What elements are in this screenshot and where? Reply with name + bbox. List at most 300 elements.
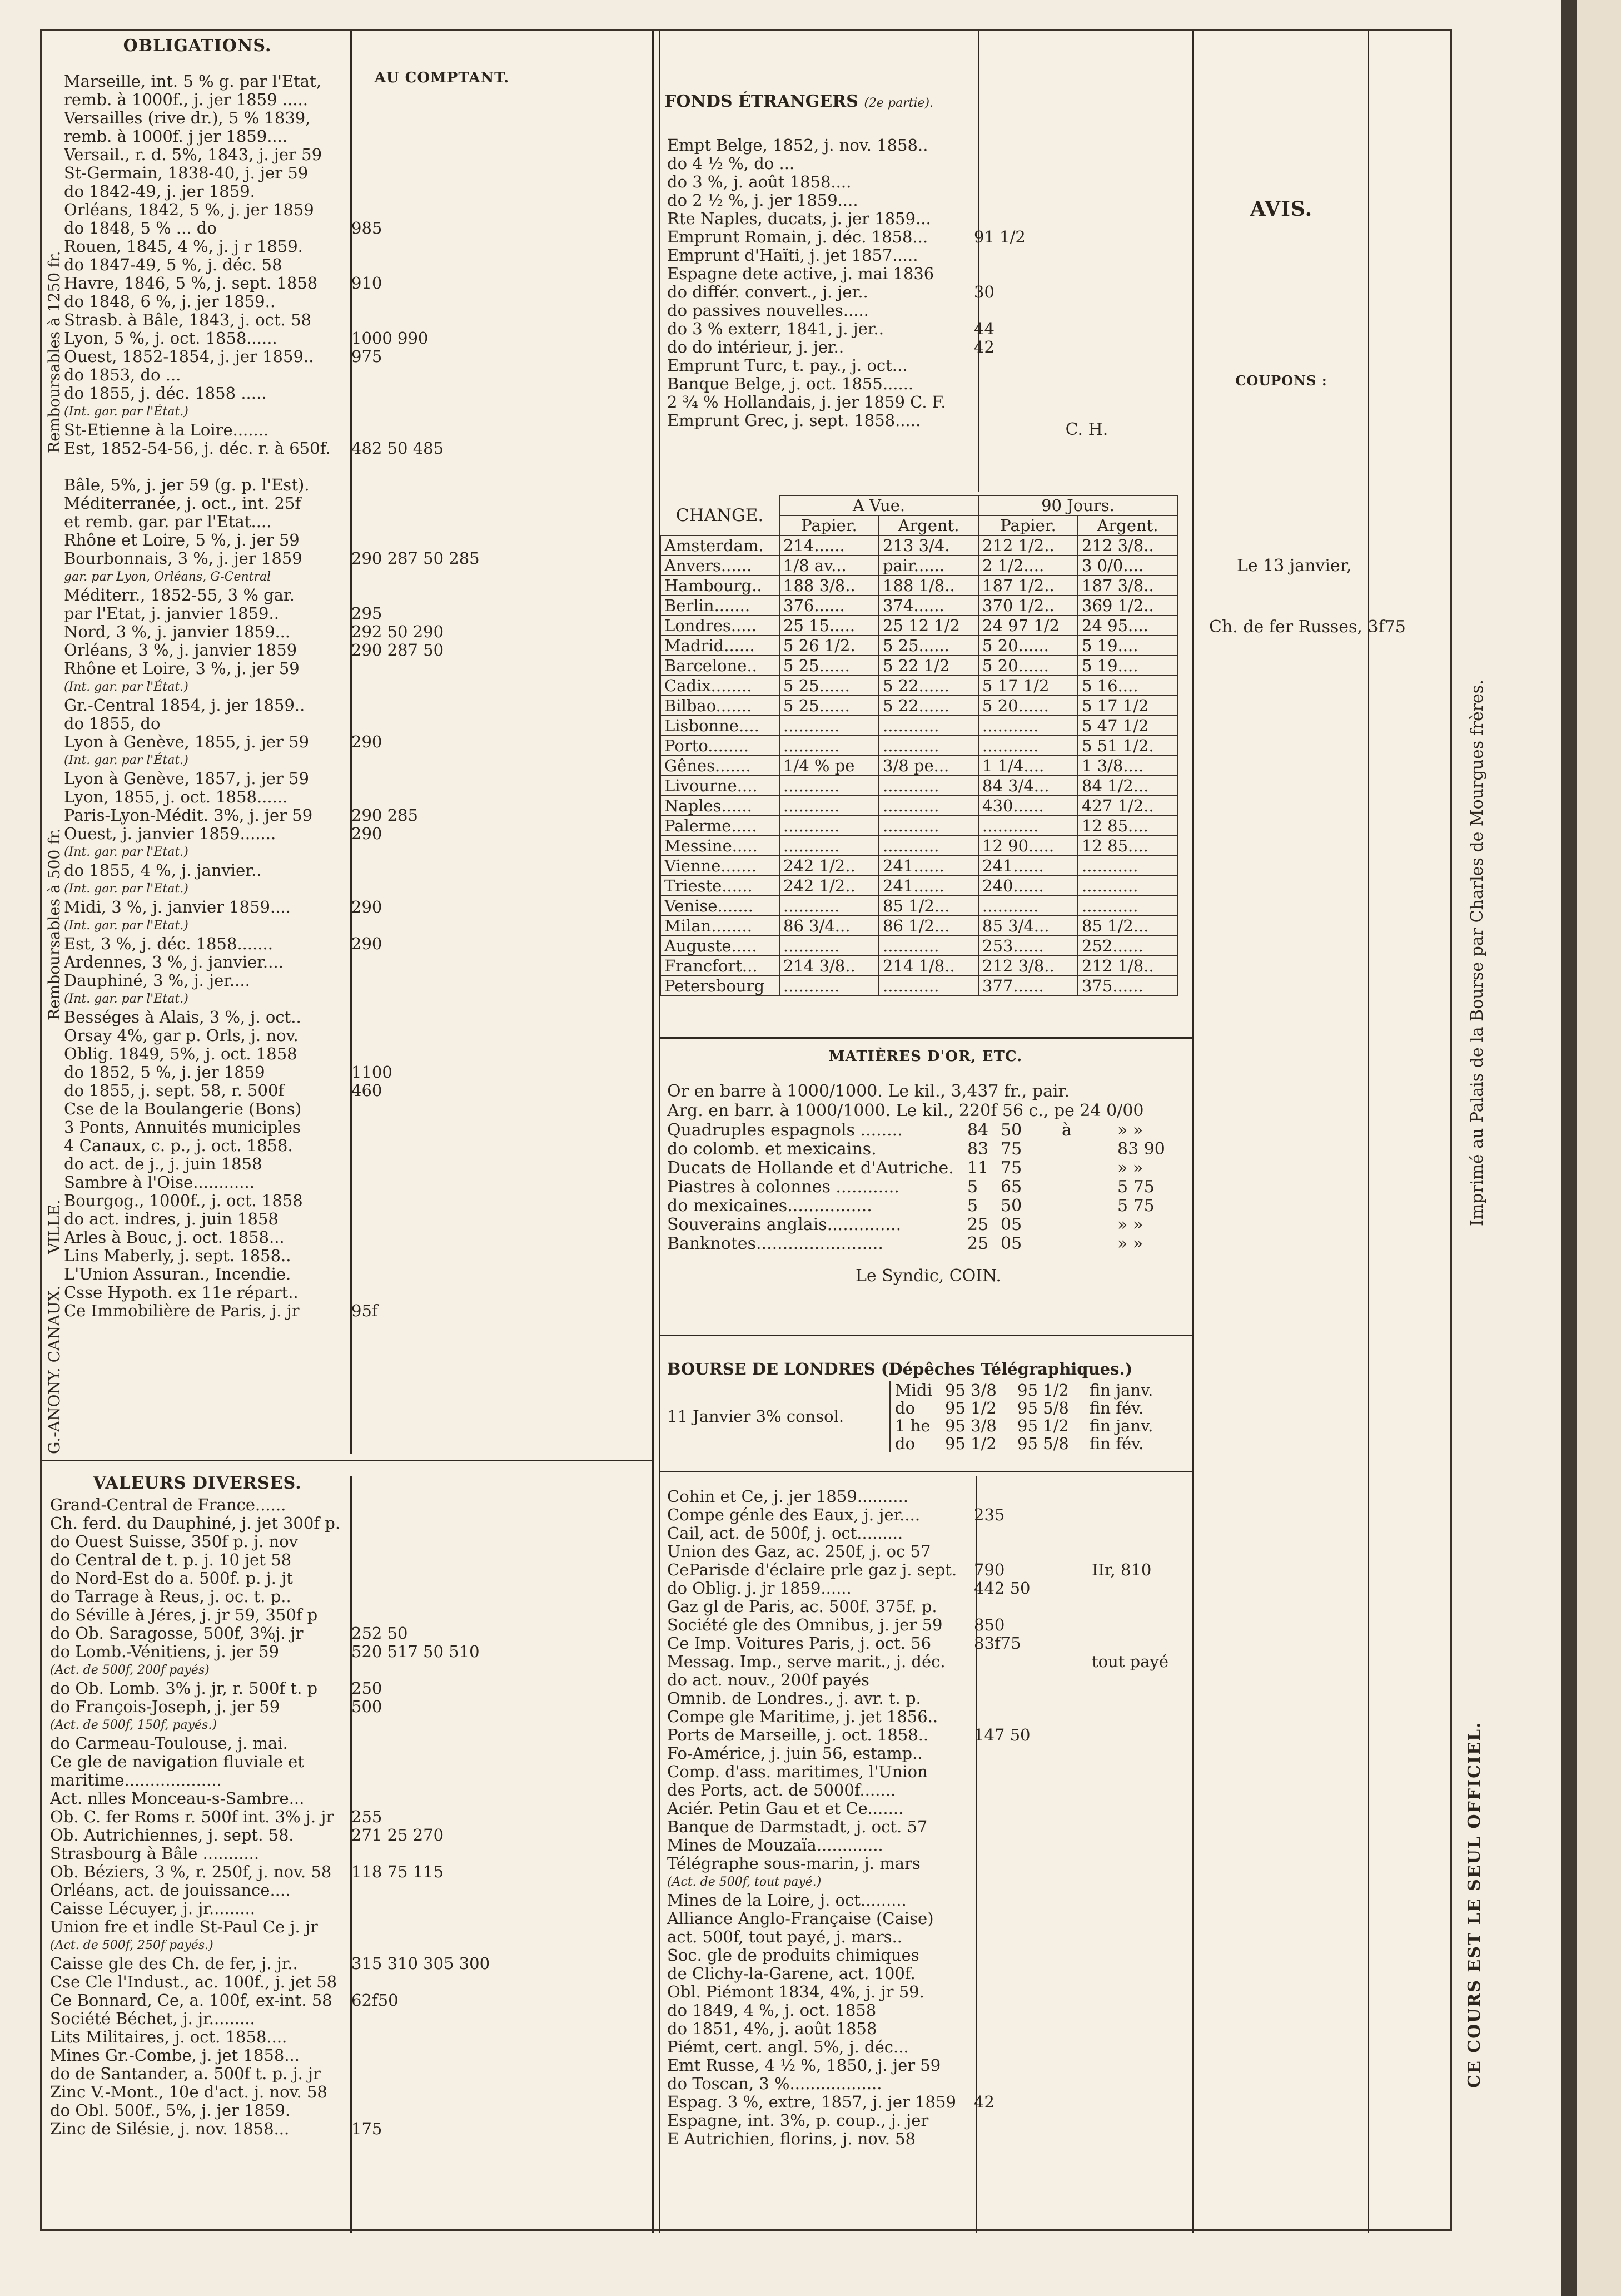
matieres-cell-c xyxy=(1062,1139,1117,1158)
table-row xyxy=(50,1661,648,1679)
row-label: remb. à 1000f. j jer 1859.... xyxy=(64,127,288,146)
matieres-row xyxy=(667,1120,1190,1139)
change-cell-city: Vienne....... xyxy=(660,856,779,876)
londres-row xyxy=(895,1399,1173,1416)
row-label: Ce Bonnard, Ce, a. 100f, ex-int. 58 xyxy=(50,1991,332,2010)
change-cell-p1: 1/8 av... xyxy=(779,556,879,576)
matieres-cell-b: 50 xyxy=(1001,1196,1022,1215)
row-value xyxy=(967,1818,1085,1836)
side-label-1250: Remboursables à 1250 fr. xyxy=(45,251,63,453)
change-cell-a1: 213 3/4. xyxy=(879,535,978,556)
row-label: do 2 ½ %, j. jer 1859.... xyxy=(667,191,858,210)
row-value xyxy=(345,1247,640,1265)
matieres-row xyxy=(667,1234,1190,1253)
table-row xyxy=(64,1155,648,1173)
change-cell-a1: ........... xyxy=(879,836,978,856)
table-row xyxy=(64,329,648,348)
change-row xyxy=(660,776,1177,796)
row-value xyxy=(345,1155,640,1173)
matieres-row xyxy=(667,1215,1190,1234)
row-label: Gaz gl de Paris, ac. 500f. 375f. p. xyxy=(667,1598,937,1616)
row-extra xyxy=(1085,1543,1092,1561)
change-cell-a1: 5 25...... xyxy=(879,636,978,656)
row-label: Sambre à l'Oise............ xyxy=(64,1173,255,1192)
table-row xyxy=(64,1045,648,1063)
table-row xyxy=(64,494,648,513)
row-label: do 3 %, j. août 1858.... xyxy=(667,173,852,191)
coupons-title: COUPONS : xyxy=(1235,373,1327,389)
change-cell-a2: 1 3/8.... xyxy=(1078,756,1177,776)
change-cell-city: Messine..... xyxy=(660,836,779,856)
row-value xyxy=(967,1891,1085,1910)
change-cell-a2: 84 1/2... xyxy=(1078,776,1177,796)
change-cell-p2: 253...... xyxy=(978,936,1078,956)
row-label: Mines de la Loire, j. oct......... xyxy=(667,1891,907,1910)
table-row xyxy=(64,568,648,586)
imprint-text: Imprimé au Palais de la Bourse par Charles de Mourgues frères. xyxy=(1468,680,1487,1226)
row-value: 42 xyxy=(974,338,995,356)
table-row xyxy=(667,1854,1190,1873)
row-value: 118 75 115 xyxy=(351,1862,444,1881)
matieres-cell-c xyxy=(1062,1215,1117,1234)
row-value xyxy=(967,2020,1085,2038)
table-row xyxy=(64,127,648,146)
table-row xyxy=(64,219,648,237)
row-value xyxy=(345,1844,640,1863)
row-value: 295 xyxy=(351,604,382,623)
row-extra: tout payé xyxy=(1092,1652,1169,1671)
row-label: do do intérieur, j. jer.. xyxy=(667,338,844,356)
row-value xyxy=(967,210,1185,228)
row-label: Ce gle de navigation fluviale et xyxy=(50,1753,304,1771)
table-row xyxy=(64,733,648,751)
change-cell-a1: 374...... xyxy=(879,596,978,616)
avis-russes: Ch. de fer Russes, 3f75 xyxy=(1209,617,1406,637)
table-row xyxy=(64,623,648,641)
rule-londres-top xyxy=(659,1335,1192,1336)
londres-cell-b: 95 5/8 xyxy=(1017,1434,1069,1453)
change-cell-p1: 5 25...... xyxy=(779,676,879,696)
change-cell-a2: 3 0/0.... xyxy=(1078,556,1177,576)
row-value xyxy=(967,173,1185,191)
row-label: do François-Joseph, j. jer 59 xyxy=(50,1698,280,1716)
change-cell-p2: 370 1/2.. xyxy=(978,596,1078,616)
row-value: 850 xyxy=(974,1615,1005,1634)
row-value: 290 xyxy=(351,897,382,916)
change-row xyxy=(660,836,1177,856)
row-label: Orléans, 1842, 5 %, j. jer 1859 xyxy=(64,201,314,219)
row-label: do Tarrage à Reus, j. oc. t. p.. xyxy=(50,1588,291,1606)
table-row xyxy=(64,91,648,109)
rule-valeurs xyxy=(42,1460,652,1461)
row-extra xyxy=(1085,1910,1092,1928)
table-row xyxy=(64,513,648,531)
obligations-section xyxy=(47,36,347,56)
table-row xyxy=(64,825,648,843)
table-row xyxy=(50,1624,648,1643)
change-cell-p1: 5 25...... xyxy=(779,656,879,676)
row-label: (Int. gar. par l'Etat.) xyxy=(64,845,188,859)
table-row xyxy=(667,246,1187,265)
row-value: 290 287 50 xyxy=(351,641,444,659)
row-value xyxy=(345,2101,640,2120)
change-cell-a2: 427 1/2.. xyxy=(1078,796,1177,816)
row-value xyxy=(345,2010,640,2028)
row-label: Strasbourg à Bâle ........... xyxy=(50,1844,260,1863)
row-label: des Ports, act. de 5000f....... xyxy=(667,1781,896,1799)
row-value xyxy=(967,1781,1085,1799)
row-extra xyxy=(1085,2130,1092,2148)
change-cell-p2: 377...... xyxy=(978,976,1078,996)
table-row xyxy=(64,403,648,421)
table-row xyxy=(64,861,648,880)
row-value: 62f50 xyxy=(351,1991,399,2010)
row-extra xyxy=(1085,1781,1092,1799)
row-value xyxy=(345,458,640,476)
change-cell-p2: 212 1/2.. xyxy=(978,535,1078,556)
row-label: St-Germain, 1838-40, j. jer 59 xyxy=(64,164,309,182)
row-label: Emprunt d'Haïti, j. jet 1857..... xyxy=(667,246,918,265)
matieres-cell-b: 05 xyxy=(1001,1215,1022,1234)
row-value xyxy=(345,1533,640,1551)
change-row xyxy=(660,756,1177,776)
row-label: Bességes à Alais, 3 %, j. oct.. xyxy=(64,1008,301,1026)
table-row xyxy=(64,1026,648,1045)
row-value xyxy=(967,1873,1085,1891)
table-row xyxy=(50,1936,648,1955)
londres-cell-a: 95 3/8 xyxy=(945,1416,997,1435)
row-value xyxy=(967,301,1185,320)
col-argent-2: Argent. xyxy=(1078,515,1177,535)
row-label: Midi, 3 %, j. janvier 1859.... xyxy=(64,898,291,916)
row-value xyxy=(345,1100,640,1118)
side-label-canaux: G.-ANONY. CANAUX. xyxy=(45,1285,63,1454)
row-value xyxy=(967,2111,1085,2130)
row-value xyxy=(345,2083,640,2101)
row-label: Aciér. Petin Gau et et Ce....... xyxy=(667,1799,904,1818)
row-label: (Int. gar. par l'Etat.) xyxy=(64,882,188,896)
row-label: do 1855, 4 %, j. janvier.. xyxy=(64,861,262,880)
row-label: Comp. d'ass. maritimes, l'Union xyxy=(667,1763,928,1781)
change-cell-p1: ........... xyxy=(779,816,879,836)
row-value: 315 310 305 300 xyxy=(351,1954,490,1973)
change-cell-p1: 5 25...... xyxy=(779,696,879,716)
row-value xyxy=(345,311,640,329)
table-row xyxy=(667,2020,1190,2038)
matieres-cell-d: » » xyxy=(1117,1120,1143,1139)
row-label: Rhône et Loire, 5 %, j. jer 59 xyxy=(64,531,300,549)
row-value xyxy=(967,1983,1085,2001)
change-cell-city: Amsterdam. xyxy=(660,535,779,556)
table-row xyxy=(64,1302,648,1320)
row-value xyxy=(967,1543,1085,1561)
change-row xyxy=(660,576,1177,596)
table-row xyxy=(50,1991,648,2010)
change-cell-a1: 214 1/8.. xyxy=(879,956,978,976)
table-row xyxy=(50,1716,648,1734)
change-cell-p2: 5 20...... xyxy=(978,696,1078,716)
table-row xyxy=(50,1826,648,1844)
row-value xyxy=(345,1569,640,1588)
divider-right xyxy=(1368,31,1369,2233)
fonds-list xyxy=(667,136,1187,430)
change-cell-a1: ........... xyxy=(879,716,978,736)
row-label: do act. de j., j. juin 1858 xyxy=(64,1155,262,1173)
row-label: Ce Immobilière de Paris, j. jr xyxy=(64,1302,300,1320)
row-extra xyxy=(1085,1487,1092,1506)
table-row xyxy=(50,2083,648,2101)
row-label: do Ouest Suisse, 350f p. j. nov xyxy=(50,1533,299,1551)
matieres-cell-c xyxy=(1062,1177,1117,1196)
table-row xyxy=(64,641,648,659)
row-value xyxy=(967,375,1185,393)
change-cell-city: Barcelone.. xyxy=(660,656,779,676)
row-value xyxy=(345,1008,640,1026)
row-label: Mines Gr.-Combe, j. jet 1858... xyxy=(50,2046,300,2065)
table-row xyxy=(64,348,648,366)
row-value xyxy=(345,366,640,384)
row-label: do Ob. Lomb. 3% j. jr, r. 500f t. p xyxy=(50,1679,318,1698)
table-row xyxy=(50,1881,648,1900)
row-label: do 4 ½ %, do ... xyxy=(667,155,795,173)
valeurs-title: VALEURS DIVERSES. xyxy=(93,1474,302,1493)
londres-row xyxy=(895,1434,1173,1452)
table-row xyxy=(64,1137,648,1155)
row-value xyxy=(967,246,1185,265)
row-value xyxy=(967,2056,1085,2075)
row-extra: IIr, 810 xyxy=(1092,1560,1152,1579)
change-cell-a1: 3/8 pe... xyxy=(879,756,978,776)
table-row xyxy=(667,1873,1190,1891)
change-cell-p1: 242 1/2.. xyxy=(779,876,879,896)
change-cell-p1: 1/4 % pe xyxy=(779,756,879,776)
londres-cell-b: 95 1/2 xyxy=(1017,1416,1069,1435)
avis-date: Le 13 janvier, xyxy=(1237,556,1352,576)
table-row xyxy=(667,283,1187,301)
table-row xyxy=(64,292,648,311)
table-row xyxy=(50,2028,648,2046)
row-value xyxy=(345,531,640,549)
change-row xyxy=(660,535,1177,556)
table-row xyxy=(64,476,648,494)
change-row xyxy=(660,896,1177,916)
row-value: 42 xyxy=(974,2092,995,2111)
table-row xyxy=(50,1918,648,1936)
londres-cell-t: 1 he xyxy=(895,1416,931,1435)
londres-left: 11 Janvier 3% consol. xyxy=(667,1407,844,1426)
row-label: maritime................... xyxy=(50,1771,222,1789)
table-row xyxy=(667,1634,1190,1653)
obligations-title: OBLIGATIONS. xyxy=(123,36,272,56)
row-value xyxy=(967,136,1185,155)
row-label: CeParisde d'éclaire prle gaz j. sept. xyxy=(667,1561,957,1579)
row-label: Emprunt Romain, j. déc. 1858... xyxy=(667,228,928,246)
row-value xyxy=(967,191,1185,210)
row-label: Lyon, 1855, j. oct. 1858...... xyxy=(64,788,288,806)
change-cell-city: Auguste..... xyxy=(660,936,779,956)
row-label: (Act. de 500f, 200f payés) xyxy=(50,1663,210,1677)
londres-cell-t: do xyxy=(895,1434,916,1453)
row-label: Oblig. 1849, 5%, j. oct. 1858 xyxy=(64,1045,297,1063)
change-cell-p1: 214 3/8.. xyxy=(779,956,879,976)
row-label: do différ. convert., j. jer.. xyxy=(667,283,868,301)
table-row xyxy=(64,715,648,733)
row-label: do act. nouv., 200f payés xyxy=(667,1671,869,1689)
row-label: (Act. de 500f, tout payé.) xyxy=(667,1875,822,1889)
row-value xyxy=(967,1671,1085,1689)
row-value: 1100 xyxy=(351,1063,392,1082)
row-value xyxy=(345,1789,640,1808)
table-row xyxy=(64,1192,648,1210)
change-cell-a2: 24 95.... xyxy=(1078,616,1177,636)
row-value xyxy=(345,971,640,990)
table-row xyxy=(50,1606,648,1624)
page-edge-dark xyxy=(1561,0,1577,2296)
table-row xyxy=(667,2130,1190,2148)
table-row xyxy=(50,1808,648,1826)
row-value xyxy=(345,586,640,604)
table-row xyxy=(64,274,648,292)
londres-cell-t: do xyxy=(895,1399,916,1417)
row-label: do Obl. 500f., 5%, j. jer 1859. xyxy=(50,2101,291,2120)
table-row xyxy=(667,155,1187,173)
table-row xyxy=(667,356,1187,375)
row-label: Banque de Darmstadt, j. oct. 57 xyxy=(667,1818,928,1836)
row-value: 290 285 xyxy=(351,806,418,825)
change-row xyxy=(660,816,1177,836)
table-row xyxy=(667,1983,1190,2001)
matieres-cell-b: 05 xyxy=(1001,1234,1022,1253)
change-cell-p1: ........... xyxy=(779,836,879,856)
change-cell-city: Lisbonne.... xyxy=(660,716,779,736)
table-row xyxy=(64,109,648,127)
au-comptant-header: AU COMPTANT. xyxy=(374,70,510,86)
row-value xyxy=(345,1118,640,1137)
row-label: do 3 % exterr, 1841, j. jer.. xyxy=(667,320,884,338)
row-label: Emprunt Grec, j. sept. 1858..... xyxy=(667,411,921,430)
matieres-cell-label: Souverains anglais.............. xyxy=(667,1215,902,1234)
row-extra xyxy=(1085,1616,1092,1634)
table-row xyxy=(64,1063,648,1082)
change-cell-p2: 212 3/8.. xyxy=(978,956,1078,976)
row-value: 44 xyxy=(974,319,995,338)
change-cell-a2: 212 1/8.. xyxy=(1078,956,1177,976)
row-value xyxy=(345,1045,640,1063)
table-row xyxy=(64,751,648,770)
row-label: Empt Belge, 1852, j. nov. 1858.. xyxy=(667,136,928,155)
table-row xyxy=(667,228,1187,246)
change-cell-a2: 5 51 1/2. xyxy=(1078,736,1177,756)
row-value xyxy=(345,1283,640,1302)
row-extra xyxy=(1085,2093,1092,2111)
row-label: Emt Russe, 4 ½ %, 1850, j. jer 59 xyxy=(667,2056,941,2075)
row-value: 30 xyxy=(974,282,995,301)
row-label: Ce Imp. Voitures Paris, j. oct. 56 xyxy=(667,1634,932,1653)
row-label: de Clichy-la-Garene, act. 100f. xyxy=(667,1965,916,1983)
change-row xyxy=(660,876,1177,896)
table-row xyxy=(50,2046,648,2065)
table-row xyxy=(64,678,648,696)
change-cell-a2: 5 16.... xyxy=(1078,676,1177,696)
row-value xyxy=(345,1918,640,1936)
change-cell-a1: ........... xyxy=(879,976,978,996)
table-row xyxy=(667,173,1187,191)
table-row xyxy=(64,458,648,476)
matieres-row xyxy=(667,1139,1190,1158)
change-cell-a1: 25 12 1/2 xyxy=(879,616,978,636)
table-row xyxy=(50,1734,648,1753)
table-row xyxy=(667,265,1187,283)
table-row xyxy=(667,1763,1190,1781)
row-value xyxy=(967,2038,1085,2056)
row-value xyxy=(967,155,1185,173)
table-row xyxy=(667,2001,1190,2020)
table-row xyxy=(667,1671,1190,1689)
row-value xyxy=(345,861,640,880)
change-cell-p2: 1 1/4.... xyxy=(978,756,1078,776)
row-label: (Act. de 500f, 150f, payés.) xyxy=(50,1718,217,1732)
matieres-cell-label: Banknotes........................ xyxy=(667,1234,883,1253)
table-row xyxy=(64,1118,648,1137)
matieres-title: MATIÈRES D'OR, ETC. xyxy=(828,1048,1023,1065)
matieres-cell-d: 5 75 xyxy=(1117,1177,1155,1196)
table-row xyxy=(667,2075,1190,2093)
row-value xyxy=(345,1881,640,1900)
change-row xyxy=(660,736,1177,756)
table-row xyxy=(64,1210,648,1228)
matieres-cell-a: 5 xyxy=(967,1177,978,1196)
change-cell-p2: 24 97 1/2 xyxy=(978,616,1078,636)
row-value xyxy=(345,1606,640,1624)
row-value xyxy=(345,953,640,971)
change-cell-city: Livourne.... xyxy=(660,776,779,796)
change-cell-city: Petersbourg xyxy=(660,976,779,996)
valeurs-list xyxy=(50,1496,648,2138)
londres-cell-c: fin janv. xyxy=(1090,1381,1153,1400)
table-row xyxy=(667,1928,1190,1946)
change-cell-p1: 5 26 1/2. xyxy=(779,636,879,656)
change-row xyxy=(660,936,1177,956)
table-row xyxy=(667,1891,1190,1910)
row-value xyxy=(345,1716,640,1734)
row-value xyxy=(967,2001,1085,2020)
table-row xyxy=(64,146,648,164)
row-label: Cse Cle l'Indust., ac. 100f., j. jet 58 xyxy=(50,1973,337,1991)
row-value xyxy=(345,1265,640,1283)
change-cell-a2: 5 19.... xyxy=(1078,656,1177,676)
row-value xyxy=(967,1708,1085,1726)
divider-main-2 xyxy=(659,31,660,2233)
row-label: do 1848, 6 %, j. jer 1859.. xyxy=(64,292,276,311)
row-label: Ob. C. fer Roms r. 500f int. 3% j. jr xyxy=(50,1808,334,1826)
syndic-signature: Le Syndic, COIN. xyxy=(856,1266,1001,1286)
row-label: Zinc V.-Mont., 10e d'act. j. nov. 58 xyxy=(50,2083,327,2101)
change-cell-p1: ........... xyxy=(779,736,879,756)
table-row xyxy=(667,2111,1190,2130)
row-value: 91 1/2 xyxy=(974,227,1026,246)
row-label: E Autrichien, florins, j. nov. 58 xyxy=(667,2130,916,2148)
row-label: Cail, act. de 500f, j. oct......... xyxy=(667,1524,903,1543)
change-row xyxy=(660,556,1177,576)
row-value xyxy=(967,265,1185,283)
row-label: Dauphiné, 3 %, j. jer.... xyxy=(64,971,250,990)
row-label: Banque Belge, j. oct. 1855...... xyxy=(667,375,914,393)
row-label: Marseille, int. 5 % g. par l'Etat, xyxy=(64,72,321,91)
row-value xyxy=(345,256,640,274)
change-cell-a1: pair...... xyxy=(879,556,978,576)
row-value: 985 xyxy=(351,219,382,237)
row-label: Grand-Central de France...... xyxy=(50,1496,286,1514)
